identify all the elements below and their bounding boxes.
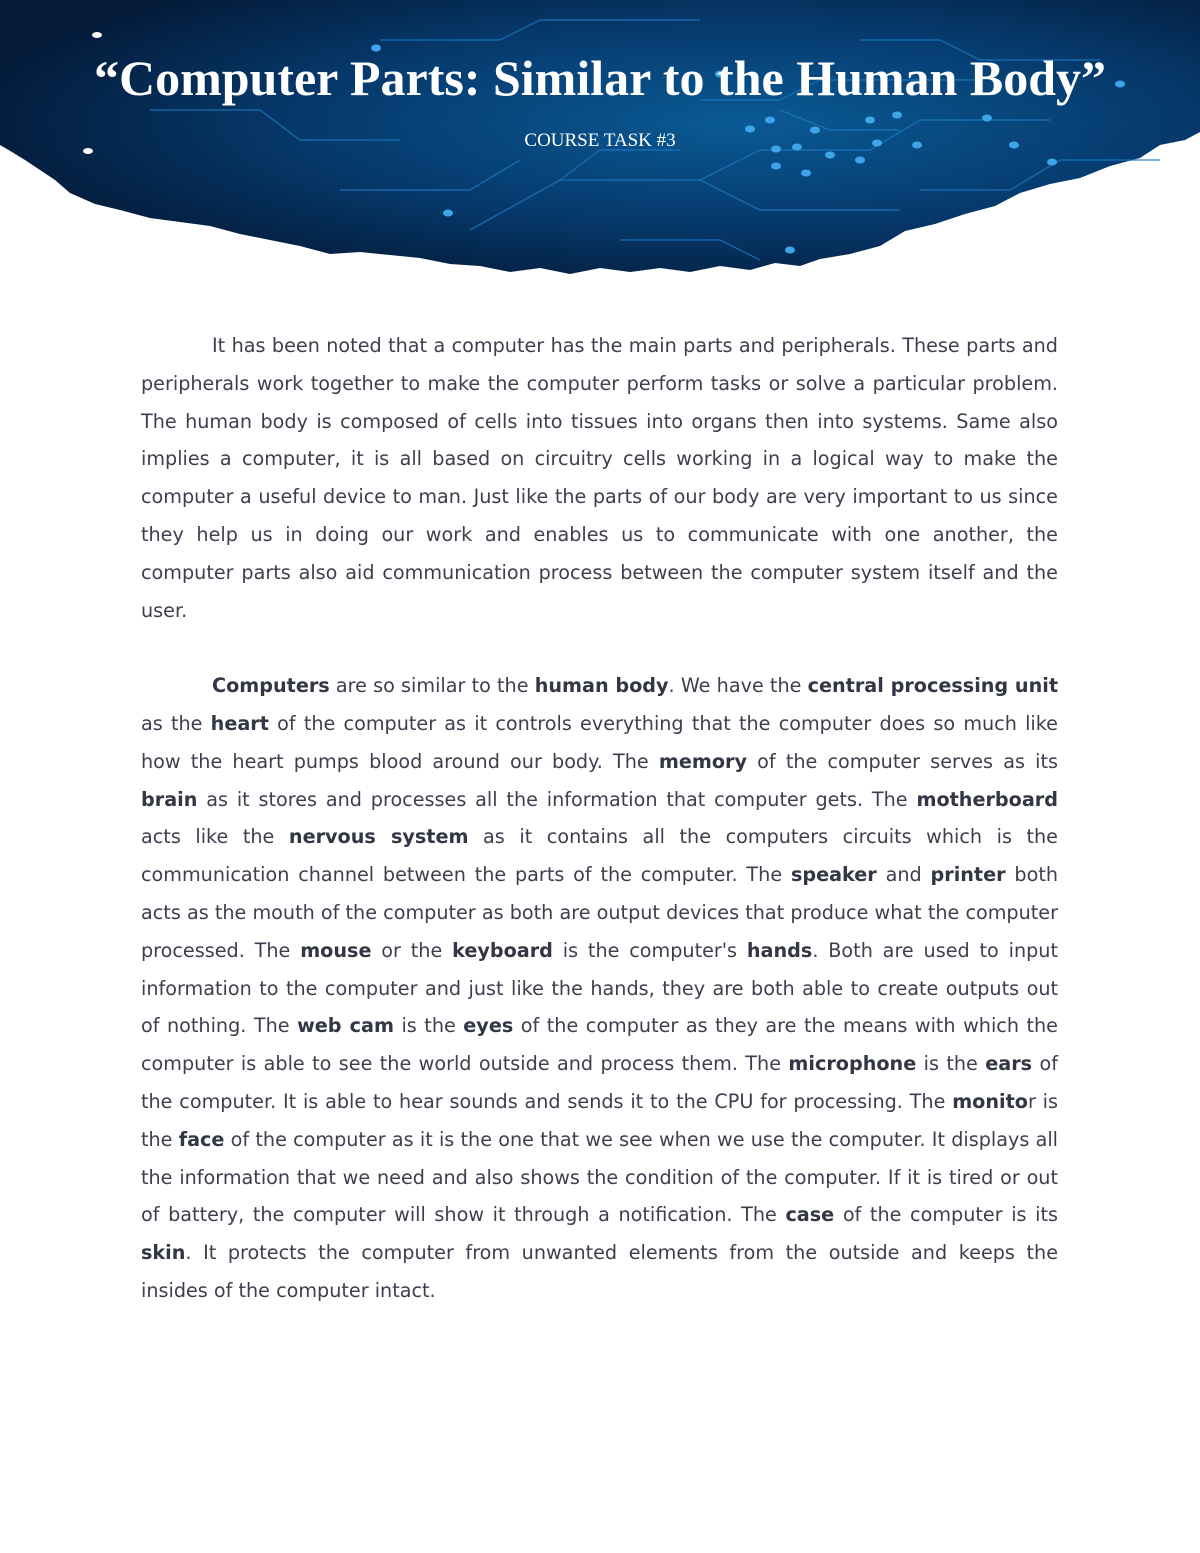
header-banner bbox=[0, 0, 1200, 290]
term-heart: heart bbox=[210, 711, 269, 735]
text-run: . Both are used to input information to the computer and just like the hands, they are both able to create outputs out of nothing. The bbox=[141, 938, 1058, 1038]
term-memory: memory bbox=[658, 749, 748, 773]
term-mouse: mouse bbox=[300, 938, 372, 962]
term-human-body: human body bbox=[534, 674, 669, 698]
text-run: of the computer serves as its bbox=[747, 749, 1058, 773]
term-eyes: eyes bbox=[463, 1014, 514, 1038]
page-title: “Computer Parts: Similar to the Human Body” bbox=[93, 50, 1107, 106]
text-run: and bbox=[876, 863, 931, 887]
page-subtitle: COURSE TASK #3 bbox=[524, 130, 676, 151]
text-run: of the computer as it controls everything that the computer does so much like how the heart pumps blood around our body. The bbox=[141, 711, 1058, 773]
intro-paragraph: It has been noted that a computer has the main parts and peripherals. These parts and peripherals work together to make the computer perform tasks or solve a particular problem. The human body is composed of cells into tissues into organs then into systems. Same also implies a computer, it is all based on circuitry cells working in a logical way to make the computer a useful device to man. Just like the parts of our body are very important to us since they help us in doing our work and enables us to communicate with one another, the computer parts also aid communication process between the computer system itself and the user. bbox=[141, 334, 1058, 622]
text-run: as the bbox=[141, 711, 211, 735]
comparison-paragraph bbox=[141, 667, 1058, 1310]
text-run: r is the bbox=[141, 1089, 1058, 1151]
term-printer: printer bbox=[930, 863, 1006, 887]
term-computers: Computers bbox=[212, 674, 330, 698]
term-skin: skin bbox=[141, 1241, 186, 1265]
text-run: as it stores and processes all the information that computer gets. The bbox=[197, 787, 917, 811]
term-brain: brain bbox=[141, 787, 198, 811]
term-ears: ears bbox=[985, 1052, 1033, 1076]
text-run: of the computer as it is the one that we see when we use the computer. It displays all the information that we need and also shows the condition of the computer. If it is tired or out of battery, the computer will show it through a notification. The bbox=[141, 1127, 1058, 1227]
text-run: is the computer's bbox=[552, 938, 747, 962]
text-run: or the bbox=[371, 938, 453, 962]
term-case: case bbox=[785, 1203, 835, 1227]
text-run: acts like the bbox=[141, 825, 289, 849]
document-body bbox=[141, 327, 1058, 1310]
term-motherboard: motherboard bbox=[916, 787, 1058, 811]
term-keyboard: keyboard bbox=[452, 938, 553, 962]
text-run: of the computer as they are the means with which the computer is able to see the world outside and process them. The bbox=[141, 1014, 1058, 1076]
text-run: is the bbox=[916, 1052, 986, 1076]
term-speaker: speaker bbox=[790, 863, 877, 887]
text-run: are so similar to the bbox=[329, 674, 535, 698]
text-run: as it contains all the computers circuits which is the communication channel between the parts of the computer. The bbox=[141, 825, 1058, 887]
text-run: both acts as the mouth of the computer as both are output devices that produce what the computer processed. The bbox=[141, 863, 1059, 962]
term-microphone: microphone bbox=[788, 1052, 917, 1076]
text-run: of the computer. It is able to hear sounds and sends it to the CPU for processing. The bbox=[141, 1052, 1058, 1113]
text-run: of the computer is its bbox=[834, 1203, 1058, 1227]
term-nervous-system: nervous system bbox=[288, 825, 469, 849]
term-face: face bbox=[178, 1127, 225, 1151]
term-cpu: central processing unit bbox=[807, 674, 1058, 698]
term-hands: hands bbox=[746, 938, 813, 962]
text-run: is the bbox=[393, 1014, 464, 1038]
text-run: . It protects the computer from unwanted elements from the outside and keeps the insides of the computer intact. bbox=[141, 1241, 1058, 1302]
text-run: . We have the bbox=[668, 674, 808, 698]
term-web-cam: web cam bbox=[297, 1014, 394, 1038]
term-monitor: monito bbox=[952, 1089, 1028, 1113]
